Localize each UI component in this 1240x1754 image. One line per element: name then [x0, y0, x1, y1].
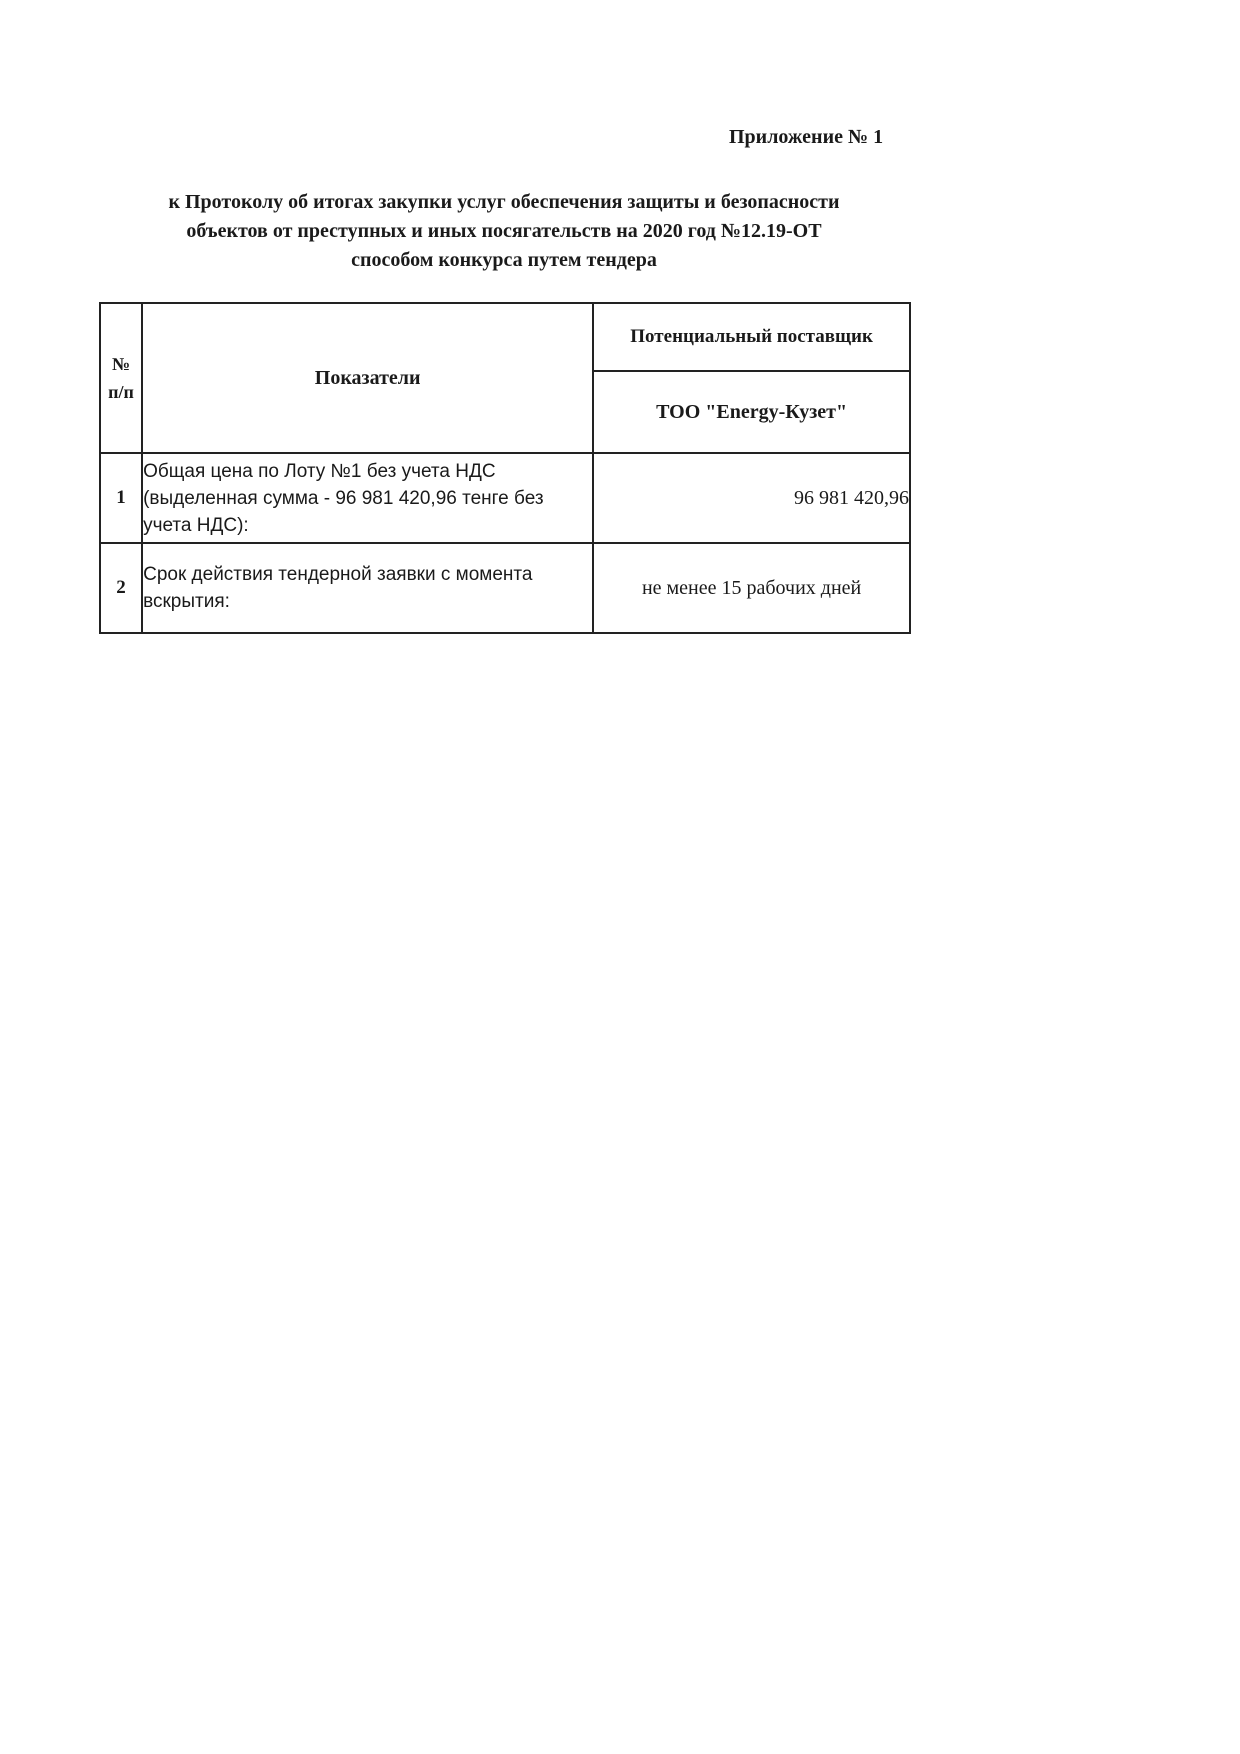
- table-row: [100, 453, 910, 543]
- row-number: 2: [100, 543, 142, 633]
- row-indicator: Общая цена по Лоту №1 без учета НДС (выделенная сумма - 96 981 420,96 тенге без учета НДС):: [142, 453, 593, 543]
- row-indicator: Срок действия тендерной заявки с момента вскрытия:: [142, 543, 593, 633]
- header-number: [100, 303, 142, 453]
- annex-label: Приложение № 1: [729, 126, 884, 148]
- results-table: [99, 302, 911, 634]
- document-title: [100, 188, 908, 275]
- row-value: не менее 15 рабочих дней: [593, 543, 910, 633]
- title-line: объектов от преступных и иных посягательств на 2020 год №12.19-ОТ: [186, 220, 822, 242]
- row-number: 1: [100, 453, 142, 543]
- header-number-text: № п/п: [108, 354, 134, 402]
- table-row: [100, 543, 910, 633]
- header-supplier-group: Потенциальный поставщик: [593, 303, 910, 371]
- title-line: способом конкурса путем тендера: [351, 249, 657, 271]
- title-line: к Протоколу об итогах закупки услуг обеспечения защиты и безопасности: [168, 191, 840, 213]
- table-header-row: [100, 303, 910, 371]
- header-indicators: Показатели: [142, 303, 593, 453]
- row-value: 96 981 420,96: [593, 453, 910, 543]
- header-supplier-name: ТОО "Energy-Кузет": [593, 371, 910, 453]
